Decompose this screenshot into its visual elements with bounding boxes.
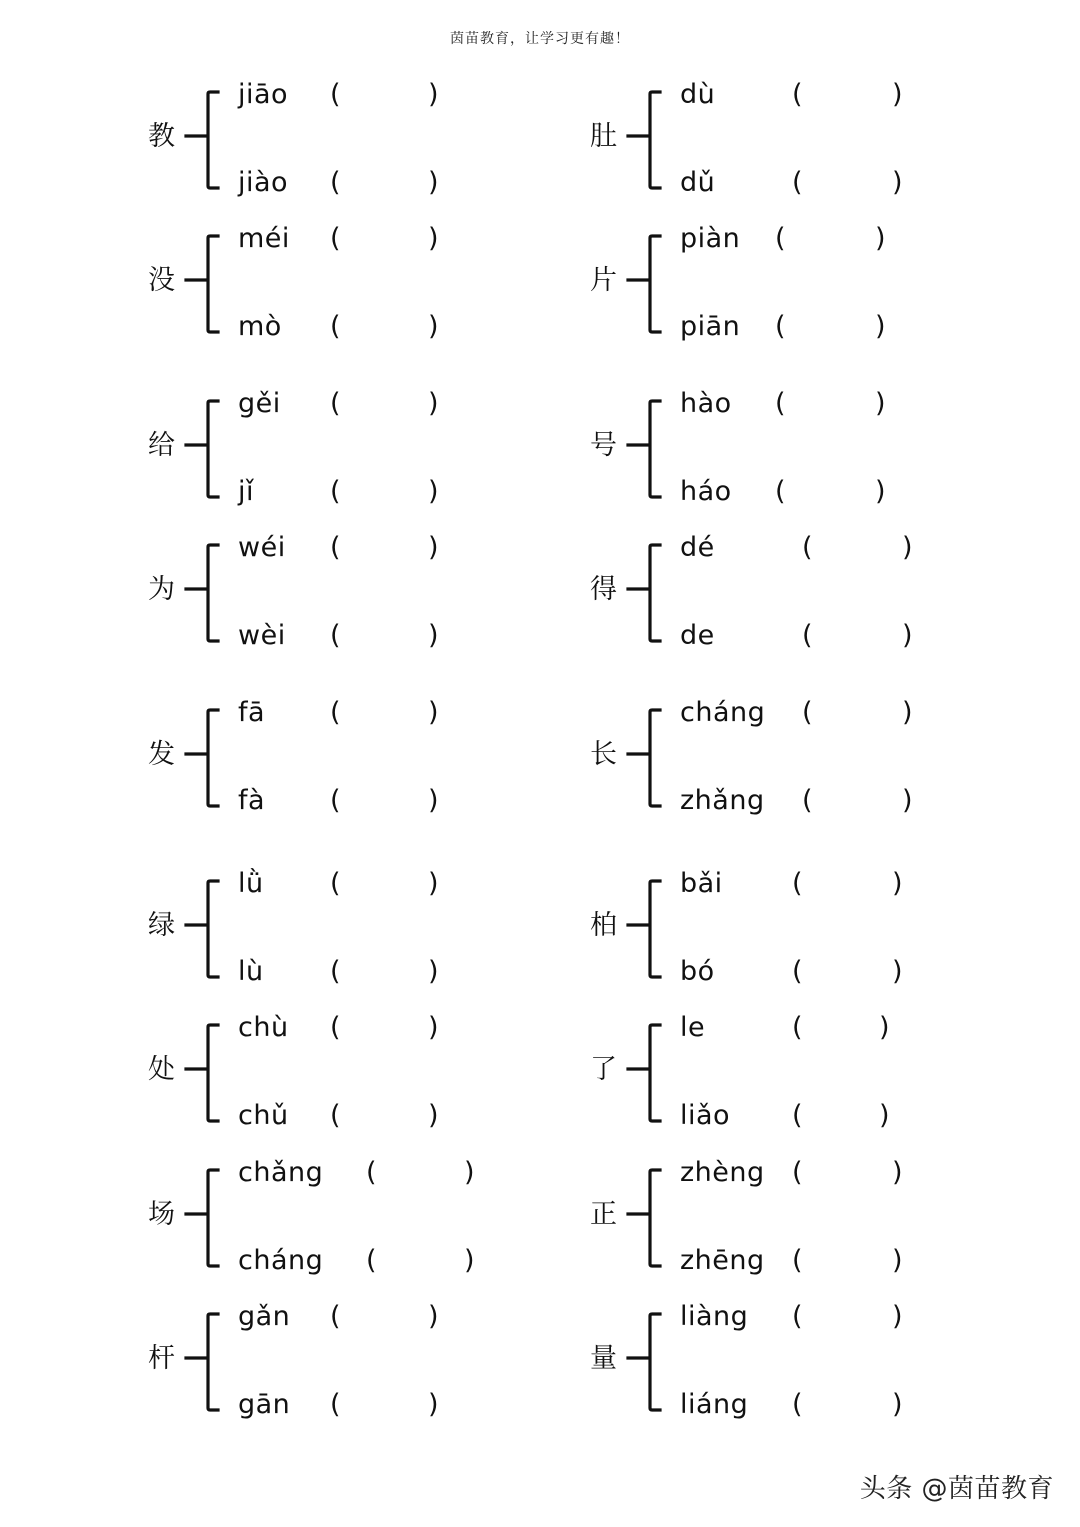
answer-paren-open[interactable]: (	[775, 388, 786, 419]
polyphone-entry	[150, 80, 570, 210]
answer-paren-open[interactable]: (	[775, 476, 786, 507]
pinyin-bottom: jǐ	[238, 476, 255, 507]
pinyin-bottom: dǔ	[680, 167, 716, 198]
polyphone-entry	[592, 533, 1012, 663]
pinyin-top: méi	[238, 223, 290, 254]
answer-paren-open[interactable]: (	[330, 1012, 341, 1043]
answer-paren-open[interactable]: (	[330, 956, 341, 987]
pinyin-top: chù	[238, 1012, 289, 1043]
answer-paren-close[interactable]: )	[428, 223, 439, 254]
hanzi-character: 绿	[148, 910, 175, 941]
polyphone-entry	[150, 698, 570, 828]
answer-paren-open[interactable]: (	[802, 532, 813, 563]
answer-paren-close[interactable]: )	[428, 167, 439, 198]
answer-paren-open[interactable]: (	[330, 697, 341, 728]
curly-brace-icon	[624, 80, 664, 200]
answer-paren-close[interactable]: )	[892, 1389, 903, 1420]
answer-paren-open[interactable]: (	[330, 868, 341, 899]
answer-paren-close[interactable]: )	[428, 532, 439, 563]
hanzi-character: 柏	[590, 910, 617, 941]
pinyin-bottom: zhǎng	[680, 785, 765, 816]
hanzi-character: 杆	[148, 1343, 175, 1374]
pinyin-top: wéi	[238, 532, 286, 563]
pinyin-bottom: de	[680, 620, 715, 651]
curly-brace-icon	[182, 80, 222, 200]
answer-paren-open[interactable]: (	[330, 223, 341, 254]
answer-paren-close[interactable]: )	[428, 1012, 439, 1043]
pinyin-bottom: zhēng	[680, 1245, 765, 1276]
hanzi-character: 长	[590, 739, 617, 770]
answer-paren-open[interactable]: (	[792, 167, 803, 198]
answer-paren-open[interactable]: (	[330, 388, 341, 419]
watermark: 头条 @茵苗教育	[859, 1474, 1054, 1504]
answer-paren-open[interactable]: (	[792, 1245, 803, 1276]
answer-paren-close[interactable]: )	[428, 1100, 439, 1131]
curly-brace-icon	[182, 1158, 222, 1278]
hanzi-character: 为	[148, 574, 175, 605]
curly-brace-icon	[624, 1013, 664, 1133]
polyphone-entry	[592, 869, 1012, 999]
curly-brace-icon	[624, 1302, 664, 1422]
polyphone-entry	[592, 224, 1012, 354]
hanzi-character: 号	[590, 430, 617, 461]
answer-paren-open[interactable]: (	[775, 311, 786, 342]
hanzi-character: 场	[148, 1199, 175, 1230]
pinyin-bottom: fà	[238, 785, 266, 816]
answer-paren-open[interactable]: (	[792, 1389, 803, 1420]
polyphone-entry	[150, 224, 570, 354]
answer-paren-open[interactable]: (	[366, 1157, 377, 1188]
answer-paren-close[interactable]: )	[428, 476, 439, 507]
hanzi-character: 肚	[590, 121, 617, 152]
answer-paren-close[interactable]: )	[879, 1012, 890, 1043]
answer-paren-open[interactable]: (	[802, 697, 813, 728]
polyphone-entry	[592, 389, 1012, 519]
answer-paren-open[interactable]: (	[775, 223, 786, 254]
pinyin-bottom: háo	[680, 476, 732, 507]
pinyin-top: hào	[680, 388, 732, 419]
pinyin-bottom: bó	[680, 956, 715, 987]
pinyin-bottom: gān	[238, 1389, 291, 1420]
answer-paren-close[interactable]: )	[892, 868, 903, 899]
polyphone-entry	[150, 1158, 570, 1288]
pinyin-top: liàng	[680, 1301, 749, 1332]
polyphone-entry	[150, 1013, 570, 1143]
hanzi-character: 给	[148, 430, 175, 461]
curly-brace-icon	[182, 1302, 222, 1422]
answer-paren-open[interactable]: (	[366, 1245, 377, 1276]
pinyin-bottom: liǎo	[680, 1100, 731, 1131]
answer-paren-close[interactable]: )	[428, 785, 439, 816]
polyphone-entry	[150, 389, 570, 519]
pinyin-top: dù	[680, 79, 716, 110]
polyphone-entry	[592, 1013, 1012, 1143]
answer-paren-open[interactable]: (	[330, 311, 341, 342]
polyphone-entry	[592, 1158, 1012, 1288]
answer-paren-close[interactable]: )	[875, 388, 886, 419]
answer-paren-open[interactable]: (	[330, 476, 341, 507]
answer-paren-close[interactable]: )	[464, 1245, 475, 1276]
pinyin-top: fā	[238, 697, 266, 728]
pinyin-bottom: lù	[238, 956, 264, 987]
hanzi-character: 得	[590, 574, 617, 605]
answer-paren-open[interactable]: (	[330, 167, 341, 198]
pinyin-bottom: liáng	[680, 1389, 749, 1420]
answer-paren-open[interactable]: (	[330, 1389, 341, 1420]
pinyin-top: chǎng	[238, 1157, 324, 1188]
page-header: 茵苗教育，让学习更有趣！	[450, 31, 630, 47]
answer-paren-open[interactable]: (	[330, 1100, 341, 1131]
answer-paren-close[interactable]: )	[428, 956, 439, 987]
polyphone-entry	[592, 80, 1012, 210]
pinyin-top: dé	[680, 532, 715, 563]
answer-paren-open[interactable]: (	[330, 785, 341, 816]
answer-paren-open[interactable]: (	[792, 1012, 803, 1043]
answer-paren-close[interactable]: )	[902, 532, 913, 563]
answer-paren-close[interactable]: )	[875, 476, 886, 507]
pinyin-bottom: jiào	[238, 167, 289, 198]
pinyin-bottom: cháng	[238, 1245, 324, 1276]
curly-brace-icon	[182, 698, 222, 818]
pinyin-bottom: chǔ	[238, 1100, 289, 1131]
curly-brace-icon	[182, 389, 222, 509]
answer-paren-close[interactable]: )	[428, 79, 439, 110]
answer-paren-close[interactable]: )	[875, 311, 886, 342]
answer-paren-open[interactable]: (	[792, 1100, 803, 1131]
answer-paren-close[interactable]: )	[428, 388, 439, 419]
answer-paren-open[interactable]: (	[792, 1157, 803, 1188]
answer-paren-close[interactable]: )	[902, 785, 913, 816]
hanzi-character: 发	[148, 739, 175, 770]
pinyin-top: gěi	[238, 388, 281, 419]
curly-brace-icon	[624, 389, 664, 509]
curly-brace-icon	[624, 1158, 664, 1278]
answer-paren-close[interactable]: )	[428, 1389, 439, 1420]
pinyin-top: le	[680, 1012, 706, 1043]
polyphone-entry	[150, 533, 570, 663]
answer-paren-close[interactable]: )	[892, 167, 903, 198]
curly-brace-icon	[182, 869, 222, 989]
answer-paren-open[interactable]: (	[330, 1301, 341, 1332]
answer-paren-close[interactable]: )	[902, 697, 913, 728]
pinyin-bottom: piān	[680, 311, 741, 342]
polyphone-entry	[150, 869, 570, 999]
pinyin-top: lǜ	[238, 868, 264, 899]
curly-brace-icon	[182, 224, 222, 344]
answer-paren-open[interactable]: (	[792, 956, 803, 987]
polyphone-entry	[150, 1302, 570, 1432]
polyphone-entry	[592, 698, 1012, 828]
answer-paren-close[interactable]: )	[428, 868, 439, 899]
answer-paren-close[interactable]: )	[875, 223, 886, 254]
answer-paren-close[interactable]: )	[428, 311, 439, 342]
pinyin-top: zhèng	[680, 1157, 765, 1188]
hanzi-character: 处	[148, 1054, 175, 1085]
curly-brace-icon	[624, 533, 664, 653]
curly-brace-icon	[182, 1013, 222, 1133]
answer-paren-open[interactable]: (	[330, 532, 341, 563]
pinyin-top: piàn	[680, 223, 741, 254]
answer-paren-close[interactable]: )	[902, 620, 913, 651]
answer-paren-open[interactable]: (	[792, 1301, 803, 1332]
answer-paren-close[interactable]: )	[892, 1245, 903, 1276]
pinyin-bottom: wèi	[238, 620, 286, 651]
answer-paren-close[interactable]: )	[892, 1157, 903, 1188]
answer-paren-open[interactable]: (	[802, 620, 813, 651]
hanzi-character: 量	[590, 1343, 617, 1374]
pinyin-top: gǎn	[238, 1301, 291, 1332]
answer-paren-close[interactable]: )	[428, 697, 439, 728]
pinyin-top: cháng	[680, 697, 766, 728]
hanzi-character: 了	[590, 1054, 617, 1085]
answer-paren-close[interactable]: )	[879, 1100, 890, 1131]
hanzi-character: 正	[590, 1199, 617, 1230]
pinyin-bottom: mò	[238, 311, 282, 342]
hanzi-character: 教	[148, 121, 175, 152]
hanzi-character: 没	[148, 265, 175, 296]
answer-paren-close[interactable]: )	[428, 1301, 439, 1332]
answer-paren-open[interactable]: (	[792, 868, 803, 899]
answer-paren-close[interactable]: )	[892, 1301, 903, 1332]
answer-paren-open[interactable]: (	[330, 79, 341, 110]
hanzi-character: 片	[590, 265, 617, 296]
answer-paren-open[interactable]: (	[330, 620, 341, 651]
pinyin-top: bǎi	[680, 868, 723, 899]
polyphone-entry	[592, 1302, 1012, 1432]
curly-brace-icon	[624, 224, 664, 344]
answer-paren-close[interactable]: )	[892, 956, 903, 987]
answer-paren-close[interactable]: )	[428, 620, 439, 651]
curly-brace-icon	[624, 869, 664, 989]
pinyin-top: jiāo	[238, 79, 289, 110]
answer-paren-open[interactable]: (	[802, 785, 813, 816]
curly-brace-icon	[182, 533, 222, 653]
answer-paren-open[interactable]: (	[792, 79, 803, 110]
answer-paren-close[interactable]: )	[892, 79, 903, 110]
answer-paren-close[interactable]: )	[464, 1157, 475, 1188]
curly-brace-icon	[624, 698, 664, 818]
